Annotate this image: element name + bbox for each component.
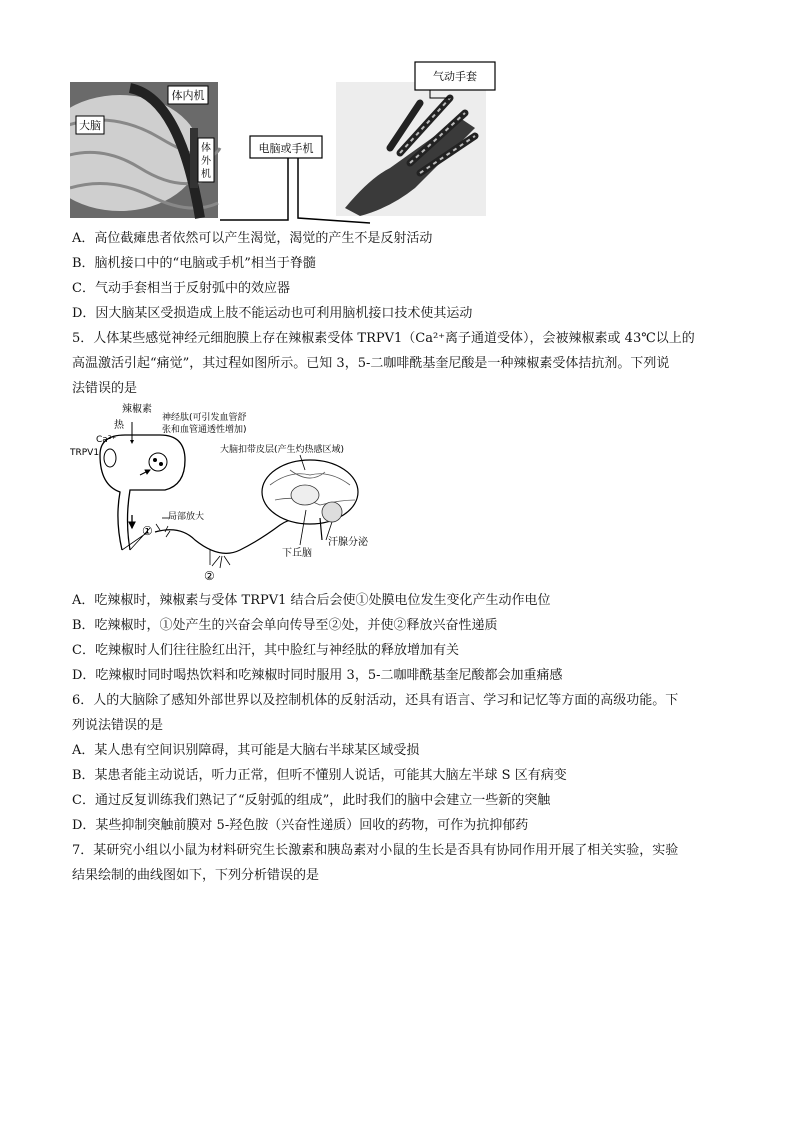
figure-brain-computer-interface bbox=[70, 58, 510, 228]
q5-option-d: D．吃辣椒时同时喝热饮料和吃辣椒时同时服用 3，5-二咖啡酰基奎尼酸都会加重痛感 bbox=[72, 668, 563, 683]
q4-option-d: D．因大脑某区受损造成上肢不能运动也可利用脑机接口技术使其运动 bbox=[72, 306, 473, 321]
neuropeptide-label-1: 神经肽(可引发血管舒 bbox=[162, 413, 247, 423]
heat-label: 热 bbox=[114, 420, 124, 431]
hypothalamus-label: 下丘脑 bbox=[282, 548, 312, 559]
local-zoom-label: 局部放大 bbox=[168, 512, 205, 522]
external-label-3: 机 bbox=[201, 169, 211, 180]
bci-diagram bbox=[70, 58, 510, 228]
neuropeptide-label-2: 张和血管通透性增加) bbox=[162, 425, 247, 435]
calcium-label: Ca²⁺ bbox=[96, 435, 117, 445]
q7-stem-line-1: 7．某研究小组以小鼠为材料研究生长激素和胰岛素对小鼠的生长是否具有协同作用开展了相关实验，实验 bbox=[72, 843, 679, 858]
implant-label: 体内机 bbox=[171, 89, 205, 102]
q6-option-b: B．某患者能主动说话，听力正常，但听不懂别人说话，可能其大脑左半球 S 区有病变 bbox=[72, 768, 567, 783]
q6-option-d: D．某些抑制突触前膜对 5-羟色胺（兴奋性递质）回收的药物，可作为抗抑郁药 bbox=[72, 818, 529, 833]
q7-stem-line-2: 结果绘制的曲线图如下，下列分析错误的是 bbox=[72, 868, 320, 883]
q5-option-c: C．吃辣椒时人们往往脸红出汗，其中脸红与神经肽的释放增加有关 bbox=[72, 643, 459, 658]
q6-option-c: C．通过反复训练我们熟记了“反射弧的组成”，此时我们的脑中会建立一些新的突触 bbox=[72, 793, 551, 808]
capsaicin-label: 辣椒素 bbox=[122, 404, 152, 415]
q5-stem-line-3: 法错误的是 bbox=[72, 381, 138, 396]
q5-stem-line-1: 5．人体某些感觉神经元细胞膜上存在辣椒素受体 TRPV1（Ca²⁺离子通道受体），会被辣椒素或 43℃以上的 bbox=[72, 331, 695, 346]
marker-1: ① bbox=[142, 524, 153, 538]
marker-2: ② bbox=[204, 569, 215, 583]
q4-option-a: A．高位截瘫患者依然可以产生渴觉，渴觉的产生不是反射活动 bbox=[72, 231, 433, 246]
q4-option-c: C．气动手套相当于反射弧中的效应器 bbox=[72, 281, 290, 296]
q5-stem-line-2: 高温激活引起“痛觉”，其过程如图所示。已知 3，5-二咖啡酰基奎尼酸是一种辣椒素受体拮抗剂。下列说 bbox=[72, 356, 670, 371]
pathway-diagram bbox=[70, 400, 390, 585]
sweat-label: 汗腺分泌 bbox=[328, 537, 368, 548]
q6-stem-line-1: 6．人的大脑除了感知外部世界以及控制机体的反射活动，还具有语言、学习和记忆等方面的高级功能。下 bbox=[72, 693, 679, 708]
connector-left bbox=[220, 156, 288, 220]
external-label-2: 外 bbox=[201, 156, 211, 167]
q5-option-a: A．吃辣椒时，辣椒素与受体 TRPV1 结合后会使①处膜电位发生变化产生动作电位 bbox=[72, 593, 551, 608]
q6-stem-line-2: 列说法错误的是 bbox=[72, 718, 164, 733]
external-label-1: 体 bbox=[201, 143, 211, 154]
q6-option-a: A．某人患有空间识别障碍，其可能是大脑右半球某区域受损 bbox=[72, 743, 420, 758]
cortex-label: 大脑扣带皮层(产生灼热感区域) bbox=[220, 445, 345, 455]
trpv1-label: TRPV1 bbox=[70, 448, 100, 458]
q4-option-b: B．脑机接口中的“电脑或手机”相当于脊髓 bbox=[72, 256, 316, 271]
figure-capsaicin-pathway bbox=[70, 400, 390, 585]
q5-option-b: B．吃辣椒时，①处产生的兴奋会单向传导至②处，并使②释放兴奋性递质 bbox=[72, 618, 498, 633]
brain-label: 大脑 bbox=[79, 119, 101, 132]
glove-label: 气动手套 bbox=[433, 70, 477, 83]
computer-label: 电脑或手机 bbox=[258, 142, 314, 155]
